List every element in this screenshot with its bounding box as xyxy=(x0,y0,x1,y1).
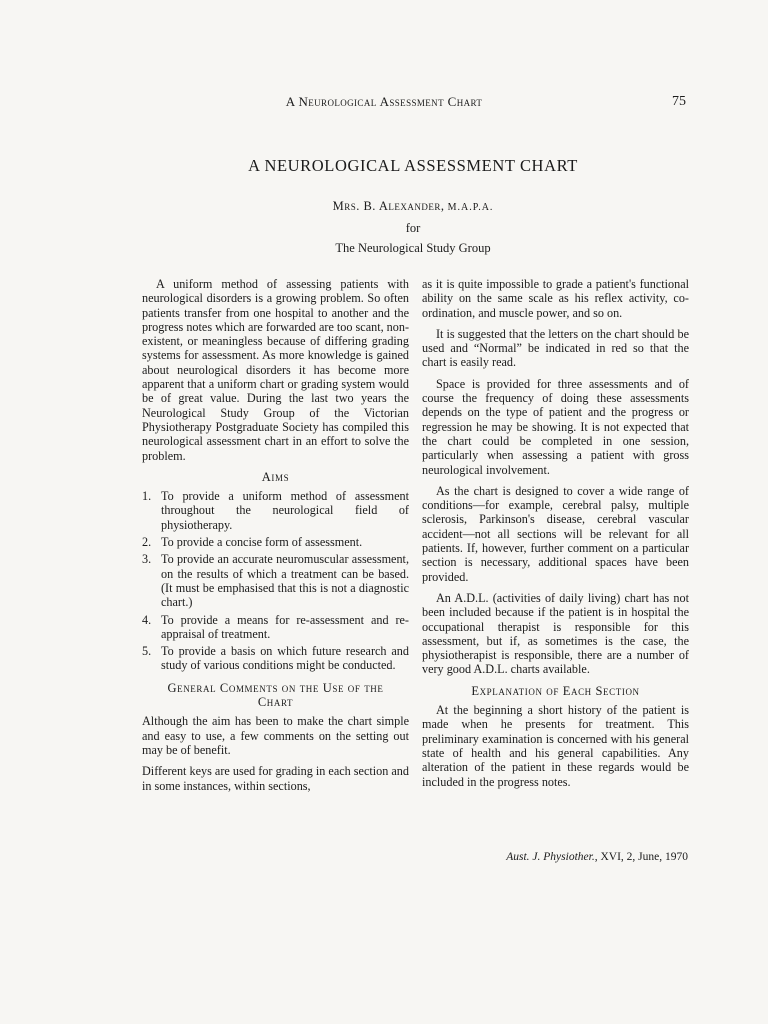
citation xyxy=(506,851,688,863)
study-group: The Neurological Study Group xyxy=(335,241,491,255)
paragraph-space: Space is provided for three assessments and of course the frequency of doing these assessments depends on the type of patient and the progress or regression he may be showing. It is not expected that the chart could be completed in one session, particularly when assessing a patient with gross neurological involvement. xyxy=(422,376,689,477)
general-paragraph-1: Although the aim has been to make the chart simple and easy to use, a few comments on the setting out may be of benefit. xyxy=(142,714,409,757)
list-item: 5. To provide a basis on which future research and study of various conditions might be conducted. xyxy=(142,644,409,673)
aims-heading: Aims xyxy=(261,469,290,484)
journal-name: Aust. J. Physiother. xyxy=(506,851,595,863)
journal-details: , XVI, 2, June, 1970 xyxy=(594,851,688,863)
author-line xyxy=(0,196,768,218)
page-number: 75 xyxy=(672,94,686,109)
paragraph-range: As the chart is designed to cover a wide range of conditions—for example, cerebral palsy, multiple sclerosis, Parkinson's disease, cerebral vascular accident—not all sections will be relevant for all patients. If, however, further comment on a particular section is necessary, additional spaces have been provided. xyxy=(422,483,689,584)
paragraph-letters: It is suggested that the letters on the chart should be used and “Normal” be indicated in red so that the chart is easily read. xyxy=(422,326,689,370)
right-column xyxy=(422,277,689,796)
article-title: A NEUROLOGICAL ASSESSMENT CHART xyxy=(248,156,578,175)
explanation-heading: Explanation of Each Section xyxy=(471,683,640,698)
paragraph-adl: An A.D.L. (activities of daily living) chart has not been included because if the patient is in hospital the occupational therapist is responsible for this assessment, but if, as sometimes is the case, the physiotherapist is responsible, there are a number of very good A.D.L. charts available. xyxy=(422,590,689,677)
author-name: Mrs. B. Alexander, xyxy=(332,199,445,213)
list-item: 1. To provide a uniform method of assessment throughout the neurological field of physiotherapy. xyxy=(142,489,409,532)
general-comments-heading-2: Chart xyxy=(257,695,294,710)
paragraph-history: At the beginning a short history of the patient is made when he presents for treatment. This preliminary examination is concerned with his general state of health and his general capabilities. Any alteration of the patient in these regards would be included in the progress notes. xyxy=(422,703,689,789)
list-item: 4. To provide a means for re-assessment and re-appraisal of treatment. xyxy=(142,612,409,641)
running-head: A Neurological Assessment Chart xyxy=(285,94,483,109)
author-qualifications: M.A.P.A. xyxy=(447,202,494,213)
left-column xyxy=(142,277,409,800)
list-item: 3. To provide an accurate neuromuscular assessment, on the results of which a treatment can be based. (It must be emphasised that this is not a diagnostic chart.) xyxy=(142,552,409,610)
paragraph-continued: as it is quite impossible to grade a patient's functional ability on the same scale as his reflex activity, co-ordination, and muscle power, and so on. xyxy=(422,277,689,320)
byline xyxy=(0,196,768,258)
aims-list xyxy=(142,489,409,673)
for-label: for xyxy=(405,221,421,235)
list-item: 2. To provide a concise form of assessment. xyxy=(142,535,363,550)
intro-paragraph: A uniform method of assessing patients with neurological disorders is a growing problem. So often patients transfer from one hospital to another and the progress notes which are forwarded are too scant, non-existent, or meaningless because of differing grading systems for assessment. As more knowledge is gained about neurological disorders it has become more apparent that a uniform chart or grading system would be of great value. During the last two years the Neurological Study Group of the Victorian Physiotherapy Postgraduate Society has compiled this neurological assessment chart in an effort to solve the problem. xyxy=(142,277,410,463)
general-comments-heading: General Comments on the Use of the xyxy=(167,680,384,695)
general-paragraph-2: Different keys are used for grading in each section and in some instances, within sections, xyxy=(142,764,409,793)
